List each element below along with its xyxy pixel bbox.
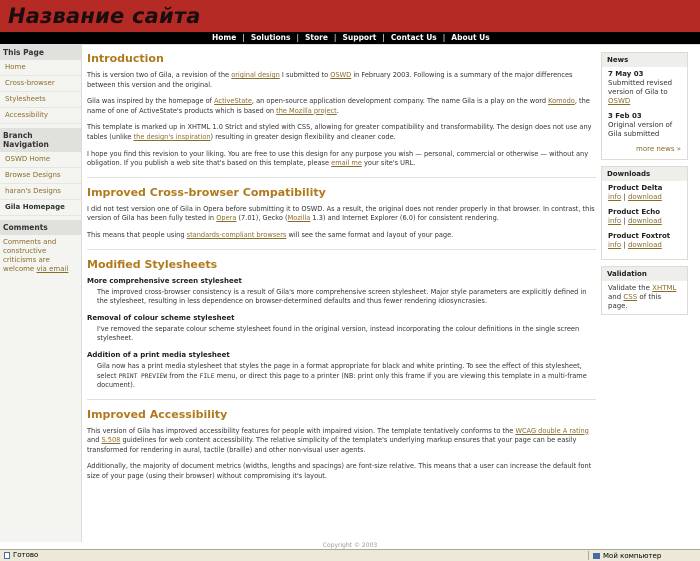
cross-browser-heading: Improved Cross-browser Compatibility [87, 185, 326, 199]
text: This means that people using [87, 230, 187, 239]
text: will see the same format and layout of your page. [286, 230, 454, 239]
download-link[interactable]: download [627, 193, 662, 201]
sidebar-item-home[interactable]: Home [0, 60, 81, 76]
nav-home[interactable]: Home [212, 33, 237, 42]
access-paragraph-1 [87, 427, 596, 456]
text: guidelines for web content accessibility. The relative simplicity of the template's underlying markup ensures that your page can be easily transformed for rendering in aural, tactile (braille) and other non-visual user agents. [87, 436, 577, 454]
text: I hope you find this revision to your liking. You are free to use this design for any purpose you wish — personal, commercial or otherwise — without any obligation. If you publish a web site that's based on this template, please [87, 149, 589, 168]
sidebar-item-accessibility[interactable]: Accessibility [0, 108, 81, 124]
download-item [608, 184, 681, 202]
nav-store[interactable]: Store [304, 33, 328, 42]
sidebar-item-cross-browser[interactable]: Cross-browser [0, 76, 81, 92]
validation-heading: Validation [602, 267, 687, 281]
stylesheets-section [87, 258, 596, 391]
text: and [608, 293, 624, 301]
cross-paragraph-1 [87, 205, 596, 224]
accessibility-section [87, 408, 596, 482]
browser-status-bar [0, 549, 700, 561]
status-text: Готово [13, 551, 39, 559]
text: I submitted to [279, 71, 331, 79]
text: This version of Gila has improved accessibility features for people with impaired vision. The template tentatively conforms to the [87, 426, 516, 435]
status-left [4, 551, 38, 559]
email-me-link[interactable]: email me [331, 159, 362, 168]
opera-link[interactable]: Opera [216, 214, 237, 223]
news-heading: News [602, 53, 687, 67]
print-stylesheet-subheading: Addition of a print media stylesheet [87, 350, 230, 359]
branch-navigation-section [0, 128, 81, 216]
nav-separator: | [333, 33, 337, 42]
comments-text [0, 235, 81, 277]
download-item [608, 232, 681, 250]
nav-contact-us[interactable]: Contact Us [390, 33, 437, 42]
news-date: 3 Feb 03 [608, 112, 642, 120]
oswd-link[interactable]: OSWD [330, 71, 352, 79]
accessibility-heading: Improved Accessibility [87, 407, 228, 421]
text: Gila was inspired by the homepage of [87, 97, 215, 106]
wcag-link[interactable]: WCAG double A rating [515, 426, 589, 435]
colour-scheme-subheading: Removal of colour scheme stylesheet [87, 313, 235, 322]
stylesheets-heading: Modified Stylesheets [87, 257, 218, 271]
text: ) resulting in greater design flexibility and cleaner code. [210, 132, 396, 141]
header-divider [0, 44, 700, 45]
text: menu, or direct this page to a printer (NB: print only this frame if you are viewing this template in a multi-frame document). [97, 371, 587, 390]
colour-scheme-text: I've removed the separate colour scheme stylesheet found in the original version, instead incorporating the colour definitions in the single screen stylesheet. [97, 324, 580, 343]
via-email-link[interactable]: via email [36, 265, 69, 273]
cross-paragraph-2 [87, 231, 596, 241]
validation-body [602, 281, 687, 314]
zone-text: Мой компьютер [603, 551, 662, 560]
comments-body: Comments and constructive criticisms are welcome [3, 238, 57, 273]
xhtml-link[interactable]: XHTML [652, 284, 677, 292]
mozilla-project-link[interactable]: the Mozilla project [276, 106, 337, 115]
more-news-link[interactable]: more news » [636, 145, 681, 153]
news-item [608, 112, 681, 139]
comments-section [0, 220, 81, 277]
info-link[interactable]: info [608, 241, 622, 249]
text: , an open-source application development company. The name Gila is a play on the word [251, 97, 549, 106]
this-page-heading: This Page [0, 45, 81, 60]
nav-support[interactable]: Support [342, 33, 377, 42]
standards-browsers-link[interactable]: standards-compliant browsers [186, 230, 287, 239]
main-content [87, 50, 596, 490]
section-divider [87, 177, 596, 178]
s508-link[interactable]: S.508 [101, 436, 121, 445]
info-link[interactable]: info [608, 193, 622, 201]
css-link[interactable]: CSS [623, 293, 638, 301]
sidebar-item-harans-designs[interactable]: haran's Designs [0, 184, 81, 200]
download-link[interactable]: download [627, 241, 662, 249]
text: , the name of one of ActiveState's products which is based on [87, 97, 590, 115]
this-page-section [0, 45, 81, 124]
section-divider [87, 249, 596, 250]
product-name: Product Echo [608, 208, 661, 216]
text: and [87, 436, 102, 445]
nav-separator: | [242, 33, 245, 42]
intro-paragraph-1 [87, 71, 596, 90]
activestate-link[interactable]: ActiveState [214, 97, 252, 106]
separator: | [623, 241, 626, 249]
text: . [336, 106, 339, 115]
info-link[interactable]: info [608, 217, 622, 225]
sidebar-item-gila-homepage: Gila Homepage [0, 200, 81, 216]
download-link[interactable]: download [627, 217, 662, 225]
downloads-box [601, 166, 688, 260]
downloads-heading: Downloads [602, 167, 687, 181]
page-footer: Copyright © 2003 [322, 542, 378, 549]
text: This template is marked up in XHTML 1.0 Strict and styled with CSS, allowing for greater compatibility and transformability. The design does not use any tables (unlike [87, 123, 592, 141]
text: I did not test version one of Gila in Opera before submitting it to OSWD. As a result, the original does not render properly in that browser. In contrast, this version of Gila has been fully tested in [87, 204, 595, 223]
download-item [608, 208, 681, 226]
nav-about-us[interactable]: About Us [451, 33, 490, 42]
sidebar-item-stylesheets[interactable]: Stylesheets [0, 92, 81, 108]
left-sidebar [0, 45, 82, 542]
nav-separator: | [382, 33, 385, 42]
text: This is version two of Gila, a revision of the [87, 71, 232, 79]
news-item [608, 70, 681, 106]
news-body [602, 67, 687, 159]
branch-navigation-heading: Branch Navigation [0, 128, 81, 152]
text: 1.3) and Internet Explorer (6.0) for consistent rendering. [310, 214, 499, 223]
nav-separator: | [442, 33, 446, 42]
computer-icon [593, 553, 600, 559]
introduction-heading: Introduction [87, 52, 164, 65]
news-box [601, 52, 688, 160]
product-name: Product Delta [608, 184, 663, 192]
top-navigation [0, 32, 700, 44]
downloads-body [602, 181, 687, 259]
screen-stylesheet-subheading: More comprehensive screen stylesheet [87, 276, 242, 285]
nav-solutions[interactable]: Solutions [250, 33, 291, 42]
file-menu-label: FILE [199, 372, 215, 380]
mozilla-link[interactable]: Mozilla [287, 214, 311, 223]
intro-paragraph-3 [87, 123, 596, 142]
text: Gila now has a print media stylesheet that styles the page in a format appropriate for black and white printing. To see the effect of this stylesheet, select [97, 361, 582, 380]
introduction-section [87, 52, 596, 169]
text: from the [167, 371, 200, 380]
print-preview-label: PRINT PREVIEW [118, 372, 168, 380]
validation-box [601, 266, 688, 315]
komodo-link[interactable]: Komodo [548, 97, 575, 106]
news-oswd-link[interactable]: OSWD [608, 97, 631, 105]
text: your site's URL. [361, 159, 416, 168]
separator: | [623, 217, 626, 225]
product-name: Product Foxtrot [608, 232, 671, 240]
text: (7.01), Gecko ( [236, 214, 288, 223]
design-inspiration-link[interactable]: the design's inspiration [133, 132, 211, 141]
nav-separator: | [296, 33, 299, 42]
news-text: Submitted revised version of Gila to [608, 79, 673, 96]
access-paragraph-2: Additionally, the majority of document metrics (widths, lengths and spacings) are font-size relative. This means that a user can increase the default font size of your page (using their browser) without compromising it's layout. [87, 462, 592, 481]
status-right [588, 551, 661, 560]
sidebar-item-oswd-home[interactable]: OSWD Home [0, 152, 81, 168]
site-header [0, 0, 700, 32]
news-text: Original version of Gila submitted [608, 121, 673, 138]
page-icon [4, 552, 10, 559]
screen-stylesheet-text: The improved cross-browser consistency is a result of Gila's more comprehensive screen stylesheet. Major style parameters are explicitly defined in the stylesheet, resulting in less dependence on browser-determined defaults and thus fewer rendering idiosyncrasies. [97, 287, 587, 306]
intro-paragraph-2 [87, 97, 596, 116]
cross-browser-section [87, 186, 596, 241]
original-design-link[interactable]: original design [231, 71, 280, 79]
text: in February 2003. Following is a summary of the major differences between this version and the original. [87, 71, 573, 89]
sidebar-item-browse-designs[interactable]: Browse Designs [0, 168, 81, 184]
intro-paragraph-4 [87, 150, 596, 169]
section-divider [87, 399, 596, 400]
right-sidebar [601, 52, 688, 321]
print-stylesheet-text [87, 362, 596, 391]
site-title: Название сайта [8, 4, 201, 28]
separator: | [623, 193, 626, 201]
comments-heading: Comments [0, 220, 81, 235]
text: of this page. [608, 293, 662, 310]
news-date: 7 May 03 [608, 70, 644, 78]
text: Validate the [608, 284, 653, 292]
